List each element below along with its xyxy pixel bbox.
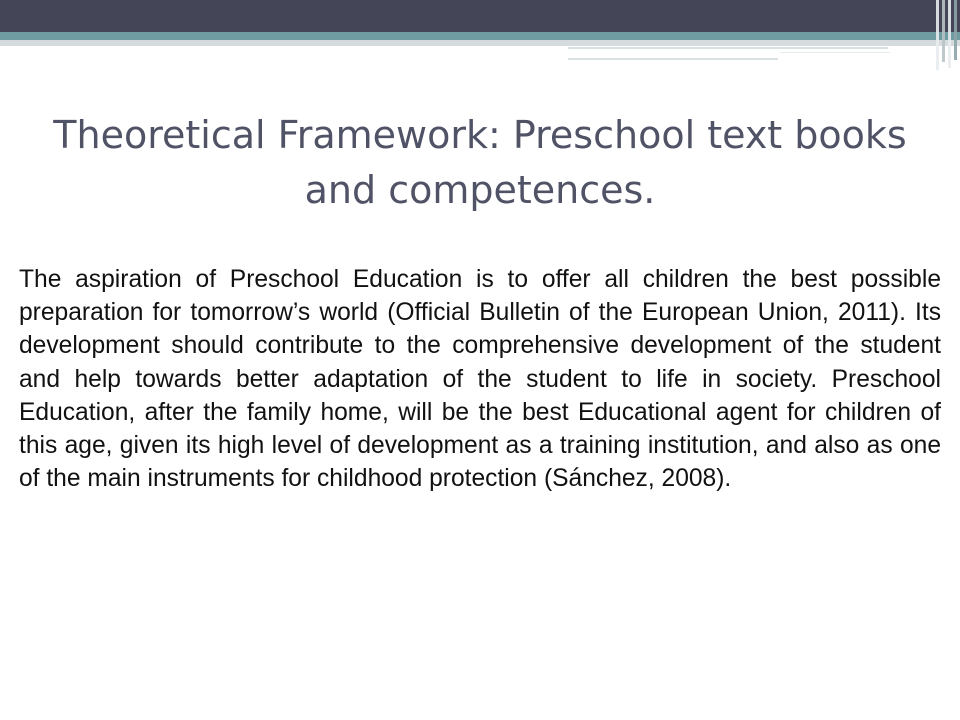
decorative-bar [948,0,951,68]
header-band [0,0,960,32]
decorative-bar [954,0,957,60]
slide-title: Theoretical Framework: Preschool text books and competences. [53,113,907,212]
decorative-line [568,47,888,49]
decorative-bar [942,0,945,62]
decorative-line [568,58,778,60]
header-shadow-stripe [0,40,960,46]
header-accent-stripe [0,32,960,40]
decorative-bar [936,0,939,70]
decorative-line [780,52,890,53]
body-paragraph: The aspiration of Preschool Education is to offer all children the best possible preparation for tomorrow’s world (Official Bulletin of the European Union, 2011). Its development should contribute to the comprehensive development of the student and help towards better adaptation of the student to life in society. Preschool Education, after the family home, will be the best Educational agent for children of this age, given its high level of development as a training institution, and also as one of the main instruments for childhood protection (Sánchez, 2008). [19,266,941,493]
